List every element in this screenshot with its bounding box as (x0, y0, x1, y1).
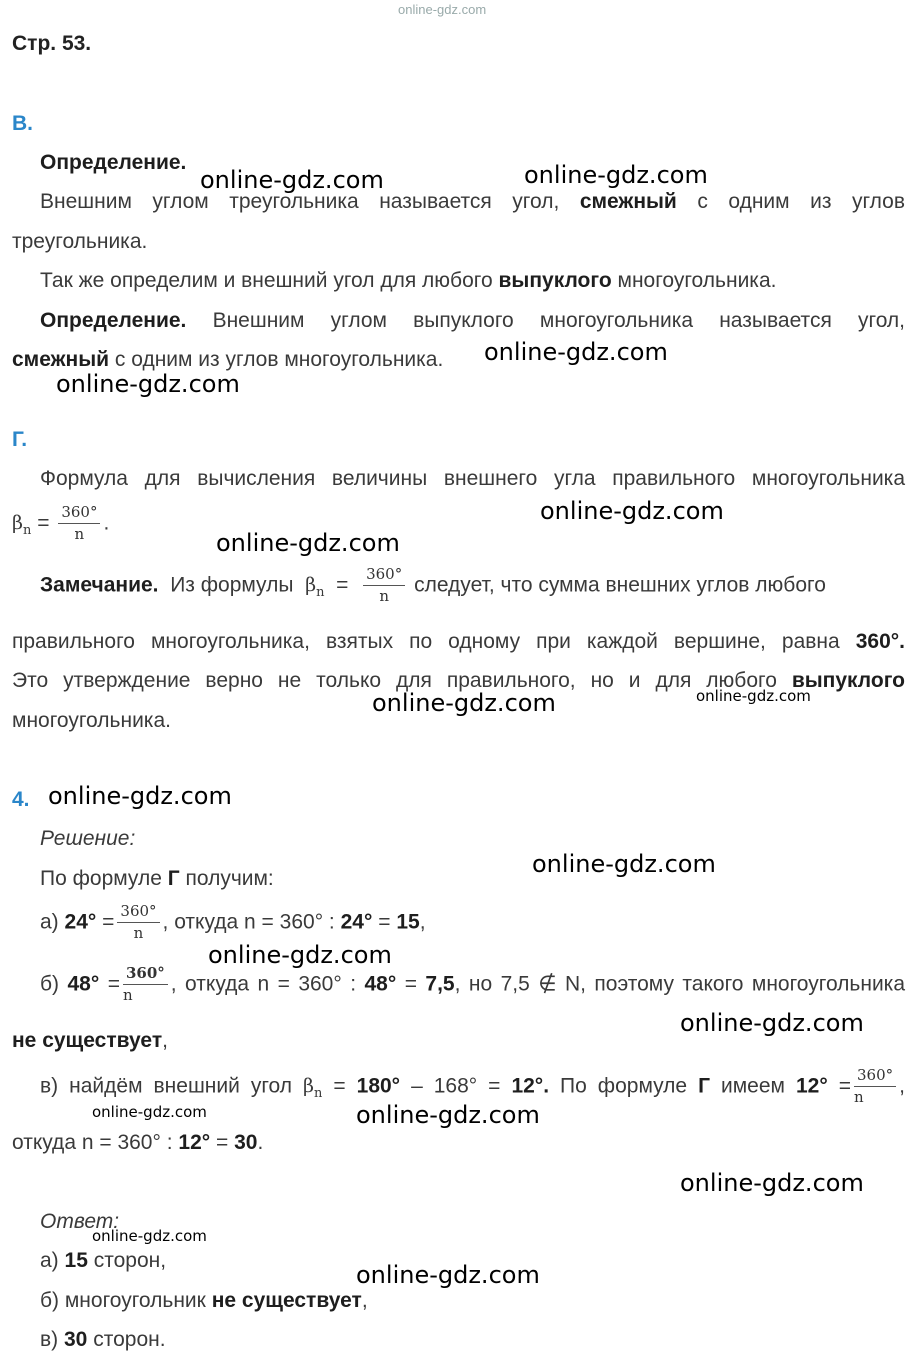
definition-1-title: Определение. (40, 151, 187, 174)
watermark: online-gdz.com (200, 166, 384, 194)
remark-line1: Замечание. Из формулы $\beta_n$ = $\frac{360^\circ}{n}$ следует, что сумма внешних углов любого (40, 565, 826, 606)
watermark: online-gdz.com (92, 1227, 207, 1245)
watermark: online-gdz.com (356, 1261, 540, 1289)
also-define-line: Так же определим и внешний угол для любого выпуклого многоугольника. (40, 269, 777, 292)
watermark: online-gdz.com (356, 1101, 540, 1129)
watermark: online-gdz.com (48, 782, 232, 810)
answer-a: а) 15 сторон, (40, 1249, 167, 1272)
answer-b: б) многоугольник не существует, (40, 1289, 368, 1312)
watermark: online-gdz.com (696, 687, 811, 705)
answer-c: в) 30 сторон. (40, 1328, 166, 1351)
formula-beta: $\beta_n$ = $\frac{360^\circ}{n}$ . (12, 503, 110, 544)
solution-label: Решение: (40, 827, 136, 850)
item-b: б) 48° = $\frac{360^\circ}{n}$ , откуда n = 360° : 48° = 7,5, но 7,5 ∉ N, поэтому такого многоугольника (40, 964, 906, 1005)
fraction-360-n: $\frac{360^\circ}{n}$ (58, 504, 100, 544)
item-a: а) 24° = $\frac{360^\circ}{n}$ , откуда n = 360° : 24° = 15, (40, 902, 426, 943)
item-c-line2: откуда n = 360° : 12° = 30. (12, 1131, 264, 1154)
header-watermark: online-gdz.com (398, 2, 487, 17)
task-4-number: 4. (12, 788, 30, 811)
by-formula-line: По формуле Г получим: (40, 867, 274, 890)
watermark: online-gdz.com (680, 1169, 864, 1197)
item-c: в) найдём внешний угол $\beta_n = 180^\circ - 168^\circ = 12^\circ$. По формуле Г имеем 12° = $\frac{360^\circ}{n}$ , (40, 1066, 905, 1107)
item-b-line2: не существует, (12, 1029, 168, 1052)
watermark: online-gdz.com (540, 497, 724, 525)
definition-1-line1: Внешним углом треугольника называется угол, смежный с одним из углов (40, 190, 905, 213)
page-label: Стр. 53. (12, 32, 92, 55)
section-v-letter: В. (12, 112, 33, 135)
watermark: online-gdz.com (372, 689, 556, 717)
definition-2-line2: смежный с одним из углов многоугольника. (12, 348, 444, 371)
watermark: online-gdz.com (216, 529, 400, 557)
answer-label: Ответ: (40, 1210, 120, 1233)
section-g-letter: Г. (12, 428, 28, 451)
watermark: online-gdz.com (92, 1103, 207, 1121)
remark-line4: многоугольника. (12, 709, 171, 732)
watermark: online-gdz.com (532, 850, 716, 878)
watermark: online-gdz.com (208, 941, 392, 969)
watermark: online-gdz.com (524, 161, 708, 189)
definition-2-line1: Определение. Внешним углом выпуклого многоугольника называется угол, (40, 309, 905, 332)
watermark: online-gdz.com (484, 338, 668, 366)
watermark: online-gdz.com (56, 370, 240, 398)
formula-intro: Формула для вычисления величины внешнего угла правильного многоугольника (40, 467, 905, 490)
definition-1-line2: треугольника. (12, 230, 148, 253)
remark-line2: правильного многоугольника, взятых по одному при каждой вершине, равна 360°. (12, 630, 905, 653)
remark-line3: Это утверждение верно не только для правильного, но и для любого выпуклого (12, 669, 905, 692)
watermark: online-gdz.com (680, 1009, 864, 1037)
